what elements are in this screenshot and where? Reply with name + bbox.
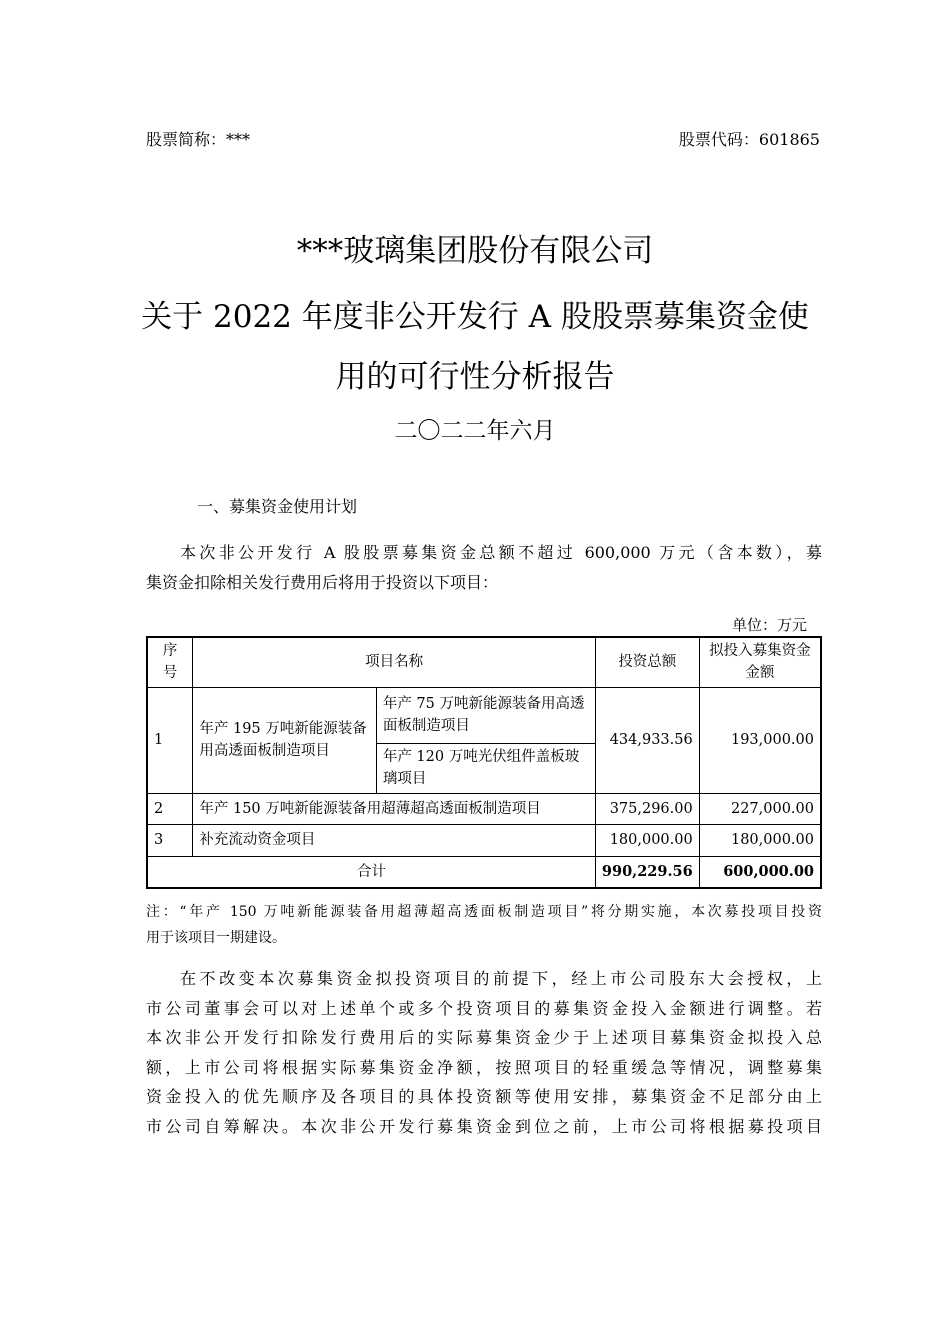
text-line: 用于该项目一期建设。 [146,930,286,946]
cell-total: 180,000.00 [595,824,699,856]
section-heading: 一、募集资金使用计划 [197,497,358,516]
table-row [147,824,821,856]
report-title-line1: 关于 2022 年度非公开发行 A 股股票募集资金使 [141,299,809,335]
intro-paragraph [146,538,822,597]
projects-table [146,636,822,889]
header-total: 投资总额 [595,637,699,687]
sum-label: 合计 [147,856,595,888]
cell-name: 年产 195 万吨新能源装备用高透面板制造项目 [193,687,376,793]
sum-raised: 600,000.00 [699,856,821,888]
cell-total: 434,933.56 [595,687,699,793]
text-line: 额，上市公司将根据实际募集资金净额，按照项目的轻重缓急等情况，调整募集 [146,1057,822,1077]
report-title-line2: 用的可行性分析报告 [335,359,615,395]
stock-name: 股票简称：*** [146,130,251,149]
table-note [146,899,822,951]
cell-no: 1 [147,687,193,793]
table-header-row [147,637,821,687]
header-name: 项目名称 [193,637,596,687]
text-line: 市公司自筹解决。本次非公开发行募集资金到位之前，上市公司将根据募投项目 [146,1116,822,1136]
cell-subproject: 年产 120 万吨光伏组件盖板玻璃项目 [376,743,595,793]
cell-subproject: 年产 75 万吨新能源装备用高透面板制造项目 [376,687,595,743]
cell-no: 2 [147,793,193,824]
text-line: 注：“年产 150 万吨新能源装备用超薄超高透面板制造项目”将分期实施，本次募投项目投资 [146,904,822,920]
text-line: 集资金扣除相关发行费用后将用于投资以下项目： [146,572,499,592]
text-line: 在不改变本次募集资金拟投资项目的前提下，经上市公司股东大会授权，上 [180,969,822,988]
cell-raised: 180,000.00 [699,824,821,856]
sum-total: 990,229.56 [595,856,699,888]
stock-code: 股票代码：601865 [678,130,820,149]
cell-name: 年产 150 万吨新能源装备用超薄超高透面板制造项目 [193,793,596,824]
cell-raised: 193,000.00 [699,687,821,793]
table-sum-row [147,856,821,888]
report-date: 二〇二二年六月 [394,418,556,444]
text-line: 资金投入的优先顺序及各项目的具体投资额等使用安排，募集资金不足部分由上 [146,1087,822,1106]
table-row [147,793,821,824]
text-line: 本次非公开发行 A 股股票募集资金总额不超过 600,000 万元（含本数），募 [180,543,822,562]
text-line: 市公司董事会可以对上述单个或多个投资项目的募集资金投入金额进行调整。若 [146,998,822,1018]
company-title: ***玻璃集团股份有限公司 [296,233,654,269]
unit-label: 单位：万元 [731,616,807,634]
cell-raised: 227,000.00 [699,793,821,824]
table-row [147,687,821,743]
cell-name: 补充流动资金项目 [193,824,596,856]
header-raised: 拟投入募集资金金额 [699,637,821,687]
body-paragraph [146,964,822,1141]
cell-no: 3 [147,824,193,856]
header-no: 序号 [147,637,193,687]
cell-total: 375,296.00 [595,793,699,824]
text-line: 本次非公开发行扣除发行费用后的实际募集资金少于上述项目募集资金拟投入总 [146,1028,822,1047]
